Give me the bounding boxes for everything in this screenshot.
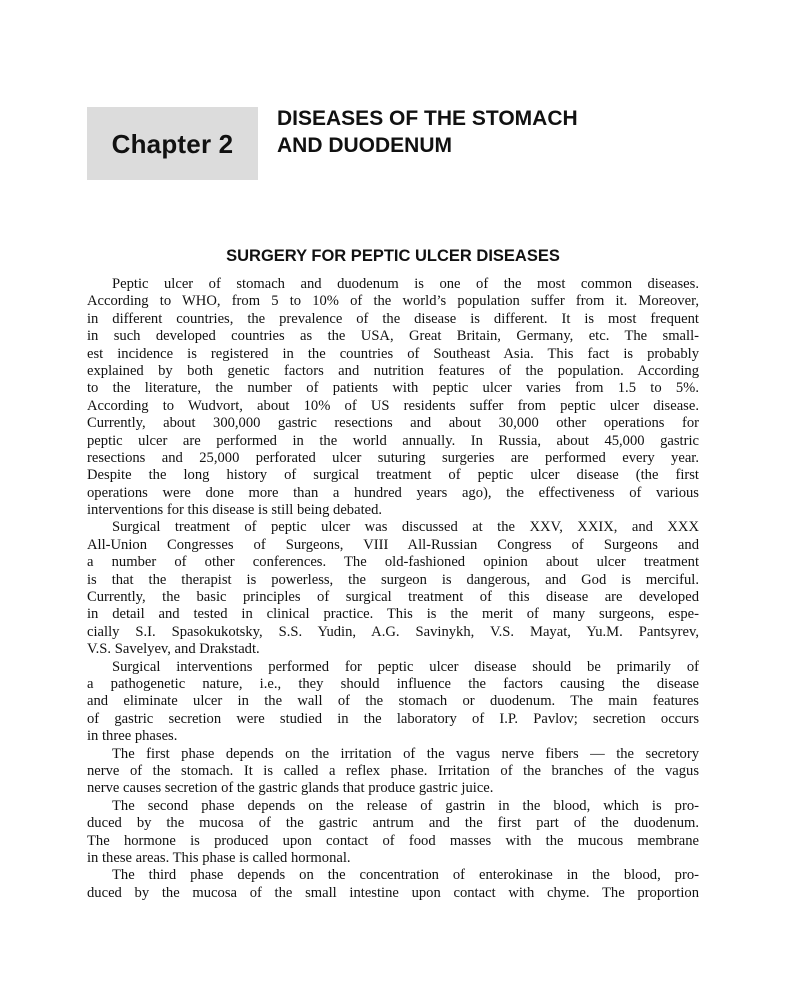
chapter-title-line: DISEASES OF THE STOMACH bbox=[277, 107, 578, 130]
text-line: Peptic ulcer of stomach and duodenum is one of the most common diseases. bbox=[112, 276, 699, 292]
paragraph bbox=[87, 867, 699, 902]
paragraph bbox=[87, 519, 699, 658]
text-line: nerve of the stomach. It is called a reflex phase. Irritation of the branches of the vagus bbox=[87, 762, 699, 779]
text-line: in such developed countries as the USA, Great Britain, Germany, etc. The small- bbox=[87, 328, 699, 345]
text-line: duced by the mucosa of the gastric antrum and the first part of the duodenum. bbox=[87, 815, 699, 832]
text-line: to the literature, the number of patients with peptic ulcer varies from 1.5 to 5%. bbox=[87, 380, 699, 397]
text-line: operations were done more than a hundred years ago), the effectiveness of various bbox=[87, 484, 699, 501]
text-line: nerve causes secretion of the gastric glands that produce gastric juice. bbox=[87, 780, 494, 797]
text-line: Currently, about 300,000 gastric resections and about 30,000 other operations for bbox=[87, 415, 699, 432]
text-line: Surgical treatment of peptic ulcer was discussed at the XXV, XXIX, and XXX bbox=[112, 519, 699, 536]
text-line: and eliminate ulcer in the wall of the stomach or duodenum. The main features bbox=[87, 693, 699, 710]
text-line: a pathogenetic nature, i.e., they should influence the factors causing the disease bbox=[87, 675, 699, 692]
text-line: in these areas. This phase is called hormonal. bbox=[87, 849, 351, 866]
text-line: The second phase depends on the release of gastrin in the blood, which is pro- bbox=[112, 797, 699, 814]
paragraph bbox=[87, 798, 699, 868]
text-line: The first phase depends on the irritation of the vagus nerve fibers — the secretory bbox=[112, 745, 699, 762]
body-text bbox=[87, 276, 699, 902]
paragraph bbox=[87, 746, 699, 798]
text-line: Despite the long history of surgical treatment of peptic ulcer disease (the first bbox=[87, 467, 699, 484]
text-line: cially S.I. Spasokukotsky, S.S. Yudin, A.G. Savinykh, V.S. Mayat, Yu.M. Pantsyrev, bbox=[87, 623, 699, 640]
chapter-label-box bbox=[87, 107, 258, 180]
text-line: of gastric secretion were studied in the laboratory of I.P. Pavlov; secretion occurs bbox=[87, 710, 699, 727]
text-line: in detail and tested in clinical practice. This is the merit of many surgeons, espe- bbox=[87, 606, 699, 623]
text-line: resections and 25,000 perforated ulcer suturing surgeries are performed every year. bbox=[87, 449, 699, 466]
chapter-title bbox=[277, 105, 707, 159]
text-line: According to Wudvort, about 10% of US residents suffer from peptic ulcer disease. bbox=[87, 397, 699, 414]
text-line: The hormone is produced upon contact of food masses with the mucous membrane bbox=[87, 832, 699, 849]
text-line: duced by the mucosa of the small intestine upon contact with chyme. The proportion bbox=[87, 884, 699, 901]
paragraph bbox=[87, 276, 699, 519]
text-line: Surgical interventions performed for peptic ulcer disease should be primarily of bbox=[112, 658, 699, 675]
section-heading: SURGERY FOR PEPTIC ULCER DISEASES bbox=[226, 247, 560, 265]
text-line: Currently, the basic principles of surgical treatment of this disease are developed bbox=[87, 589, 699, 606]
chapter-label: Chapter 2 bbox=[111, 129, 234, 159]
text-line: a number of other conferences. The old-fashioned opinion about ulcer treatment bbox=[87, 554, 699, 571]
text-line: According to WHO, from 5 to 10% of the world’s population suffer from it. Moreover, bbox=[87, 293, 699, 310]
chapter-title-line: AND DUODENUM bbox=[277, 134, 452, 157]
text-line: est incidence is registered in the countries of Southeast Asia. This fact is probably bbox=[87, 345, 699, 362]
text-line: V.S. Savelyev, and Drakstadt. bbox=[87, 641, 260, 658]
text-line: peptic ulcer are performed in the world annually. In Russia, about 45,000 gastric bbox=[87, 432, 699, 449]
text-line: in different countries, the prevalence of the disease is different. It is most frequent bbox=[87, 310, 699, 327]
text-line: explained by both genetic factors and nutrition features of the population. According bbox=[87, 362, 699, 379]
text-line: interventions for this disease is still being debated. bbox=[87, 502, 383, 519]
text-line: All-Union Congresses of Surgeons, VIII All-Russian Congress of Surgeons and bbox=[87, 536, 699, 553]
paragraph bbox=[87, 659, 699, 746]
text-line: in three phases. bbox=[87, 728, 178, 745]
text-line: is that the therapist is powerless, the surgeon is dangerous, and God is merciful. bbox=[87, 571, 699, 588]
text-line: The third phase depends on the concentration of enterokinase in the blood, pro- bbox=[112, 867, 699, 884]
